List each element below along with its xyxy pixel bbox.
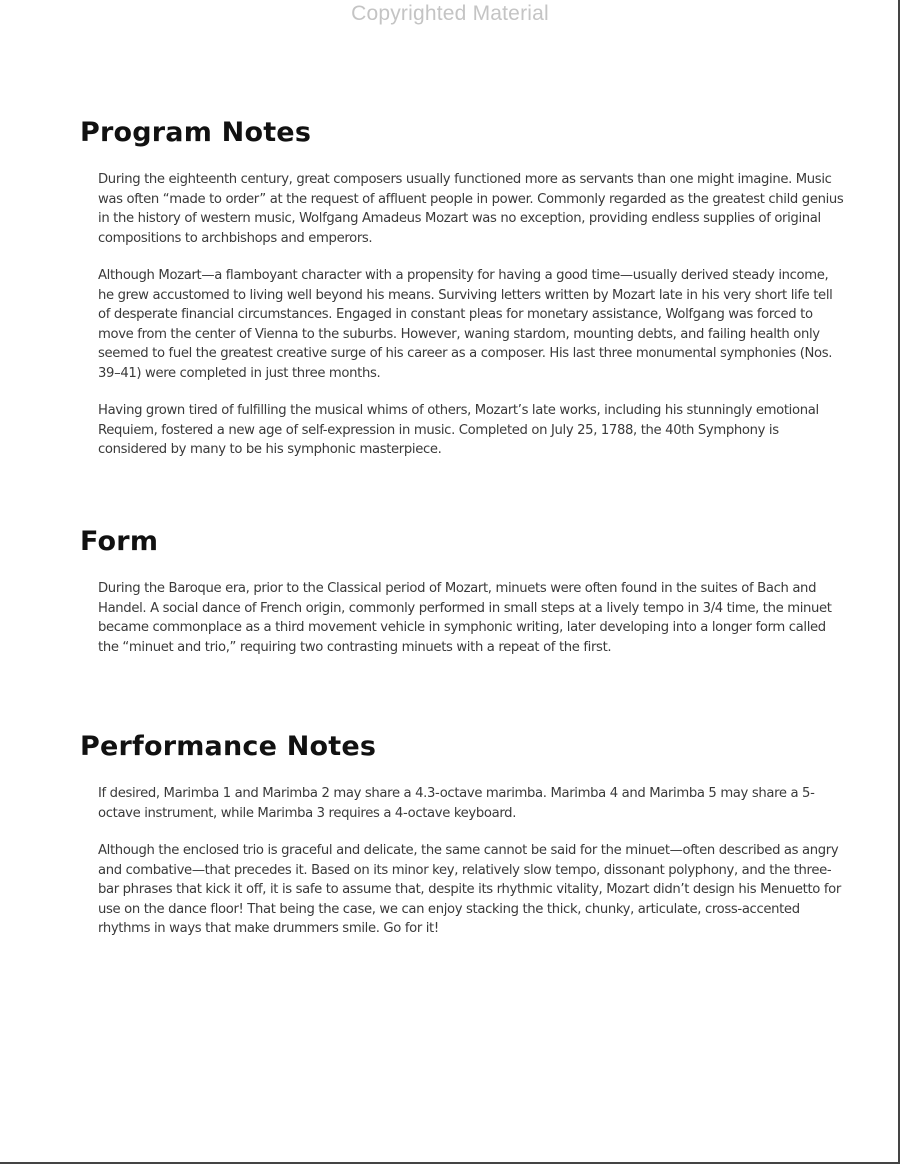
program-notes-paragraph: Having grown tired of fulfilling the musical whims of others, Mozart’s late works, including his stunningly emotional Requiem, fostered a new age of self-expression in music. Completed on July 25, 1788, the 40th Symphony is considered by many to be his symphonic masterpiece. — [98, 403, 819, 457]
form-section — [80, 525, 850, 675]
program-notes-section — [80, 116, 850, 478]
form-body — [98, 579, 846, 657]
performance-notes-paragraph: If desired, Marimba 1 and Marimba 2 may share a 4.3-octave marimba. Marimba 4 and Marimba 5 may share a 5-octave instrument, while Marimba 3 requires a 4-octave keyboard. — [98, 786, 815, 821]
form-heading: Form — [80, 526, 159, 557]
program-notes-heading: Program Notes — [80, 117, 312, 148]
form-paragraph: During the Baroque era, prior to the Classical period of Mozart, minuets were often found in the suites of Bach and Handel. A social dance of French origin, commonly performed in small steps at a lively tempo in 3/4 time, the minuet became commonplace as a third movement vehicle in symphonic writing, later developing into a longer form called the “minuet and trio,” requiring two contrasting minuets with a repeat of the first. — [98, 581, 832, 655]
performance-notes-section — [80, 730, 850, 957]
performance-notes-heading: Performance Notes — [80, 731, 377, 762]
performance-notes-body — [98, 784, 846, 939]
copyright-watermark: Copyrighted Material — [351, 2, 549, 25]
performance-notes-paragraph: Although the enclosed trio is graceful and delicate, the same cannot be said for the minuet—often described as angry and combative—that precedes it. Based on its minor key, relatively slow tempo, dissonant polyphony, and the three-bar phrases that kick it off, it is safe to assume that, despite its rhythmic vitality, Mozart didn’t design his Menuetto for use on the dance floor! That being the case, we can enjoy stacking the thick, chunky, articulate, cross-accented rhythms in ways that make drummers smile. Go for it! — [98, 843, 841, 936]
program-notes-paragraph: Although Mozart—a flamboyant character with a propensity for having a good time—usually derived steady income, he grew accustomed to living well beyond his means. Surviving letters written by Mozart late in his very short life tell of desperate financial circumstances. Engaged in constant pleas for monetary assistance, Wolfgang was forced to move from the center of Vienna to the suburbs. However, waning stardom, mounting debts, and failing health only seemed to fuel the greatest creative surge of his career as a composer. His last three monumental symphonies (Nos. 39–41) were completed in just three months. — [98, 268, 833, 381]
program-notes-body — [98, 170, 846, 460]
program-notes-paragraph: During the eighteenth century, great composers usually functioned more as servants than one might imagine. Music was often “made to order” at the request of affluent people in power. Commonly regarded as the greatest child genius in the history of western music, Wolfgang Amadeus Mozart was no exception, providing endless supplies of original compositions to archbishops and emperors. — [98, 172, 844, 246]
